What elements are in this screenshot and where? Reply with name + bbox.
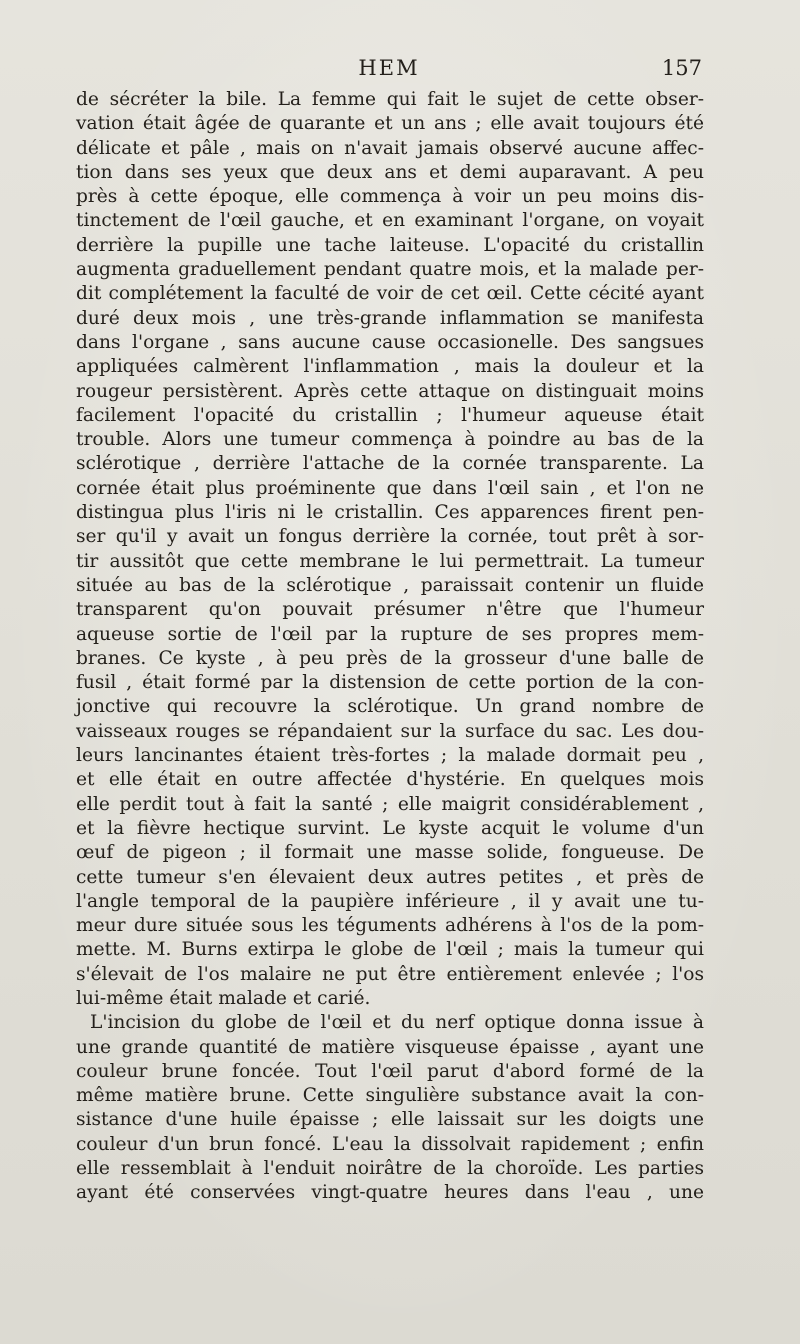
- text-line: vation était âgée de quarante et un ans ; elle avait toujours été: [76, 113, 704, 135]
- text-line: tir aussitôt que cette membrane le lui permettrait. La tumeur: [76, 550, 704, 572]
- text-line: augmenta graduellement pendant quatre mois, et la malade per-: [76, 259, 704, 281]
- text-line: elle perdit tout à fait la santé ; elle maigrit considérablement ,: [76, 793, 704, 815]
- text-line: s'élevait de l'os malaire ne put être entièrement enlevée ; l'os: [76, 963, 704, 985]
- text-line: fusil , était formé par la distension de cette portion de la con-: [76, 672, 704, 694]
- text-line: située au bas de la sclérotique , paraissait contenir un fluide: [76, 574, 704, 596]
- text-line: L'incision du globe de l'œil et du nerf optique donna issue à: [90, 1012, 704, 1034]
- text-line: et la fièvre hectique survint. Le kyste acquit le volume d'un: [76, 817, 704, 839]
- text-line: vaisseaux rouges se répandaient sur la surface du sac. Les dou-: [76, 720, 704, 742]
- paragraph: [76, 88, 704, 1011]
- text-line: aqueuse sortie de l'œil par la rupture de ses propres mem-: [76, 623, 704, 645]
- text-line: sistance d'une huile épaisse ; elle laissait sur les doigts une: [76, 1109, 704, 1131]
- text-line: leurs lancinantes étaient très-fortes ; la malade dormait peu ,: [76, 745, 704, 767]
- text-line: dit complétement la faculté de voir de cet œil. Cette cécité ayant: [76, 283, 704, 305]
- paragraph: [76, 1011, 704, 1205]
- text-line: mette. M. Burns extirpa le globe de l'œil ; mais la tumeur qui: [76, 939, 704, 961]
- text-line: œuf de pigeon ; il formait une masse solide, fongueuse. De: [76, 842, 704, 864]
- text-line: tion dans ses yeux que deux ans et demi auparavant. A peu: [76, 161, 704, 183]
- text-line: branes. Ce kyste , à peu près de la grosseur d'une balle de: [76, 647, 704, 669]
- body-text: [76, 88, 704, 1206]
- text-line: de sécréter la bile. La femme qui fait le sujet de cette obser-: [76, 89, 704, 110]
- page-header: [76, 56, 702, 88]
- text-line: couleur brune foncée. Tout l'œil parut d'abord formé de la: [76, 1060, 704, 1082]
- text-line: même matière brune. Cette singulière substance avait la con-: [76, 1085, 704, 1107]
- text-line: l'angle temporal de la paupière inférieure , il y avait une tu-: [76, 890, 704, 912]
- text-line: derrière la pupille une tache laiteuse. L'opacité du cristallin: [76, 234, 704, 256]
- text-line: trouble. Alors une tumeur commença à poindre au bas de la: [76, 429, 704, 451]
- running-head: HEM: [358, 56, 420, 80]
- text-line: lui-même était malade et carié.: [76, 987, 371, 1009]
- text-line: une grande quantité de matière visqueuse épaisse , ayant une: [76, 1036, 704, 1058]
- text-line: tinctement de l'œil gauche, et en examinant l'organe, on voyait: [76, 210, 704, 232]
- text-line: ser qu'il y avait un fongus derrière la cornée, tout prêt à sor-: [76, 526, 704, 548]
- text-line: cette tumeur s'en élevaient deux autres petites , et près de: [76, 866, 704, 888]
- text-line: et elle était en outre affectée d'hystérie. En quelques mois: [76, 769, 704, 791]
- text-line: duré deux mois , une très-grande inflammation se manifesta: [76, 307, 704, 329]
- text-line: appliquées calmèrent l'inflammation , mais la douleur et la: [76, 356, 704, 378]
- text-line: couleur d'un brun foncé. L'eau la dissolvait rapidement ; enfin: [76, 1133, 704, 1155]
- text-line: meur dure située sous les téguments adhérens à l'os de la pom-: [76, 915, 704, 937]
- text-line: transparent qu'on pouvait présumer n'être que l'humeur: [76, 599, 704, 621]
- text-line: distingua plus l'iris ni le cristallin. Ces apparences firent pen-: [76, 502, 704, 524]
- text-line: cornée était plus proéminente que dans l'œil sain , et l'on ne: [76, 477, 704, 499]
- text-line: ayant été conservées vingt-quatre heures dans l'eau , une: [76, 1182, 704, 1204]
- text-line: jonctive qui recouvre la sclérotique. Un grand nombre de: [76, 696, 704, 718]
- text-line: dans l'organe , sans aucune cause occasionelle. Des sangsues: [76, 331, 704, 353]
- page-number: 157: [661, 56, 702, 80]
- text-line: délicate et pâle , mais on n'avait jamais observé aucune affec-: [76, 137, 704, 159]
- text-line: facilement l'opacité du cristallin ; l'humeur aqueuse était: [76, 404, 704, 426]
- text-line: elle ressemblait à l'enduit noirâtre de la choroïde. Les parties: [76, 1158, 704, 1180]
- text-line: rougeur persistèrent. Après cette attaque on distinguait moins: [76, 380, 704, 402]
- text-line: près à cette époque, elle commença à voir un peu moins dis-: [76, 186, 704, 208]
- text-line: sclérotique , derrière l'attache de la cornée transparente. La: [76, 453, 704, 475]
